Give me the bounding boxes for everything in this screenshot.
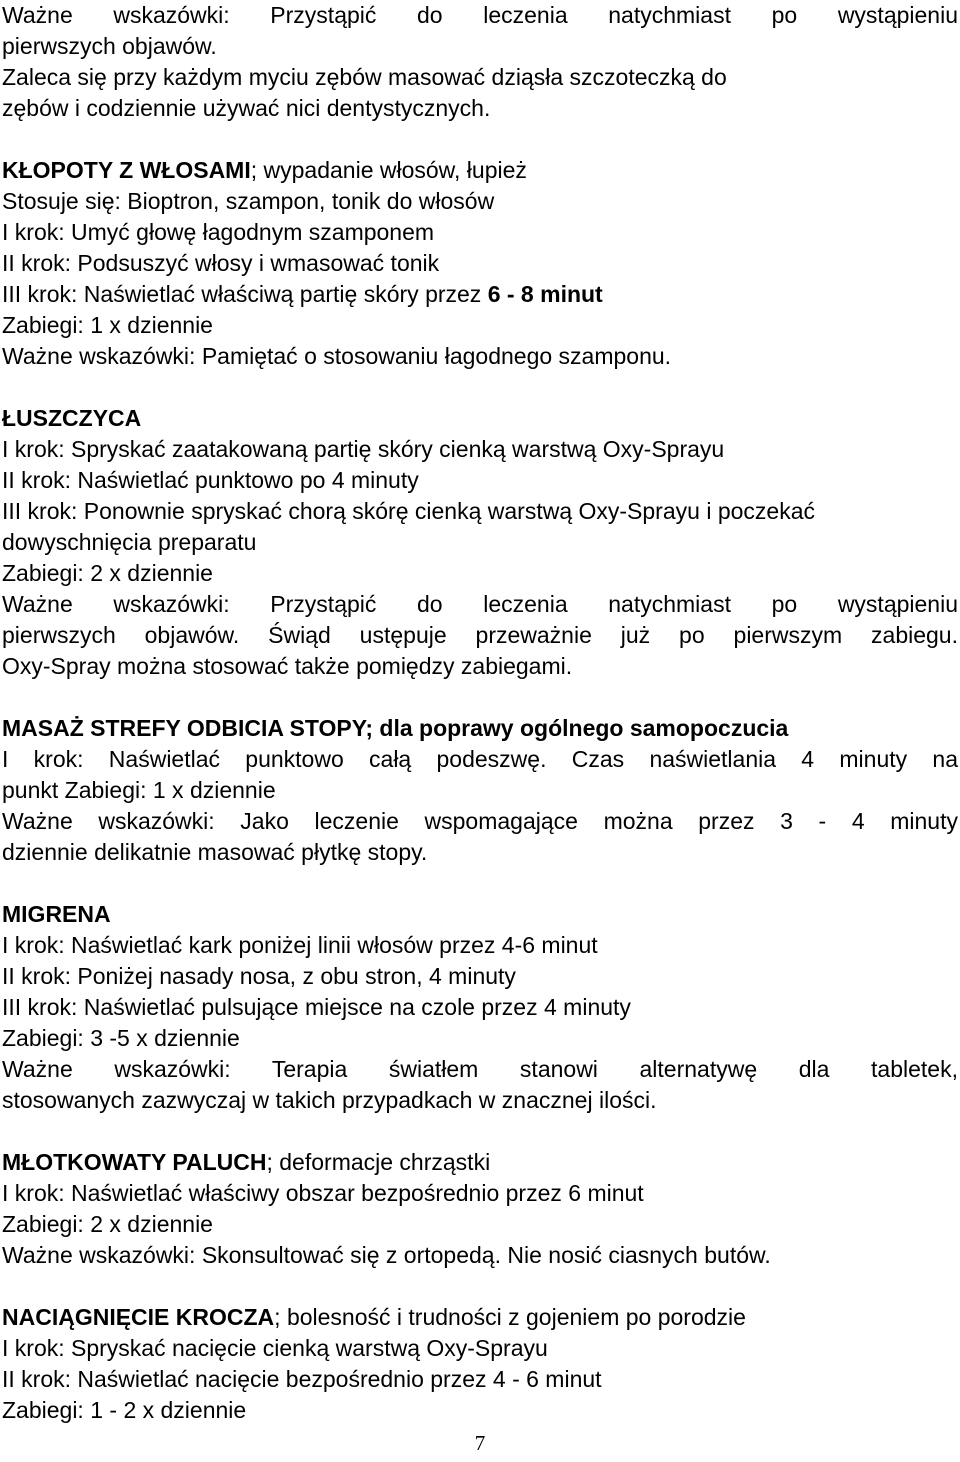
heading-subtitle: ; bolesność i trudności z gojeniem po porodzie (274, 1304, 746, 1330)
intro-line: Zaleca się przy każdym myciu zębów masować dziąsła szczoteczką do (2, 64, 727, 90)
sessions-line: Zabiegi: 2 x dziennie (2, 560, 213, 586)
step-line: I krok: Naświetlać kark poniżej linii włosów przez 4-6 minut (2, 932, 598, 958)
step-duration: 6 - 8 minut (487, 281, 603, 307)
step-line: II krok: Naświetlać nacięcie bezpośrednio przez 4 - 6 minut (2, 1366, 602, 1392)
step-line: II krok: Poniżej nasady nosa, z obu stron, 4 minuty (2, 963, 516, 989)
section-hair-problems (2, 155, 958, 372)
section-spacer (2, 1271, 958, 1302)
heading-subtitle: ; deformacje chrząstki (266, 1149, 491, 1175)
section-spacer (2, 124, 958, 155)
step-line: III krok: Ponownie spryskać chorą skórę cienką warstwą Oxy-Sprayu i poczekać (2, 498, 815, 524)
section-spacer (2, 372, 958, 403)
section-perineum (2, 1302, 958, 1426)
heading-title: NACIĄGNIĘCIE KROCZA (2, 1304, 275, 1330)
sessions-line: Zabiegi: 1 - 2 x dziennie (2, 1397, 247, 1423)
step-text: III krok: Naświetlać właściwą partię skóry przez (2, 281, 488, 307)
tips-line: pierwszych objawów. Świąd ustępuje przeważnie już po pierwszym zabiegu. (2, 622, 958, 648)
tips-line: Oxy-Spray można stosować także pomiędzy zabiegami. (2, 653, 573, 679)
document-page (2, 0, 958, 1426)
tips-line: Ważne wskazówki: Skonsultować się z ortopedą. Nie nosić ciasnych butów. (2, 1242, 771, 1268)
section-heading (2, 1302, 958, 1333)
sessions-line: Zabiegi: 2 x dziennie (2, 1211, 213, 1237)
page-number: 7 (474, 1431, 486, 1455)
step-line: punkt Zabiegi: 1 x dziennie (2, 777, 276, 803)
tips-line: dziennie delikatnie masować płytkę stopy. (2, 839, 428, 865)
section-heading (2, 1147, 958, 1178)
heading-title: MŁOTKOWATY PALUCH (2, 1149, 267, 1175)
section-heading: MASAŻ STREFY ODBICIA STOPY; dla poprawy ogólnego samopoczucia (2, 715, 789, 741)
sessions-line: Zabiegi: 1 x dziennie (2, 312, 213, 338)
step-line: dowyschnięcia preparatu (2, 529, 257, 555)
step-line: II krok: Podsuszyć włosy i wmasować tonik (2, 250, 440, 276)
section-hammer-toe (2, 1147, 958, 1271)
intro-line: pierwszych objawów. (2, 33, 217, 59)
heading-subtitle: ; wypadanie włosów, łupież (250, 157, 527, 183)
tips-line: Ważne wskazówki: Jako leczenie wspomagające można przez 3 - 4 minuty (2, 808, 958, 834)
section-heading: ŁUSZCZYCA (2, 405, 142, 431)
intro-line: zębów i codziennie używać nici dentystycznych. (2, 95, 491, 121)
applies-line: Stosuje się: Bioptron, szampon, tonik do włosów (2, 188, 495, 214)
heading-title: KŁOPOTY Z WŁOSAMI (2, 157, 251, 183)
intro-line: Ważne wskazówki: Przystąpić do leczenia natychmiast po wystąpieniu (2, 2, 958, 28)
section-heading (2, 155, 958, 186)
tips-line: Ważne wskazówki: Przystąpić do leczenia natychmiast po wystąpieniu (2, 591, 958, 617)
section-spacer (2, 868, 958, 899)
tips-line: Ważne wskazówki: Pamiętać o stosowaniu łagodnego szamponu. (2, 343, 672, 369)
step-line: I krok: Naświetlać właściwy obszar bezpośrednio przez 6 minut (2, 1180, 644, 1206)
step-line: I krok: Umyć głowę łagodnym szamponem (2, 219, 435, 245)
section-spacer (2, 1116, 958, 1147)
sessions-line: Zabiegi: 3 -5 x dziennie (2, 1025, 240, 1051)
section-spacer (2, 682, 958, 713)
step-line: I krok: Spryskać nacięcie cienką warstwą Oxy-Sprayu (2, 1335, 548, 1361)
section-heading: MIGRENA (2, 901, 111, 927)
section-foot-massage (2, 713, 958, 868)
step-line (2, 279, 958, 310)
tips-line: Ważne wskazówki: Terapia światłem stanowi alternatywę dla tabletek, (2, 1056, 958, 1082)
section-migraine (2, 899, 958, 1116)
step-line: I krok: Naświetlać punktowo całą podeszwę. Czas naświetlania 4 minuty na (2, 746, 958, 772)
section-psoriasis (2, 403, 958, 682)
tips-line: stosowanych zazwyczaj w takich przypadkach w znacznej ilości. (2, 1087, 657, 1113)
step-line: I krok: Spryskać zaatakowaną partię skóry cienką warstwą Oxy-Sprayu (2, 436, 725, 462)
step-line: III krok: Naświetlać pulsujące miejsce na czole przez 4 minuty (2, 994, 631, 1020)
step-line: II krok: Naświetlać punktowo po 4 minuty (2, 467, 419, 493)
intro-section (2, 0, 958, 124)
